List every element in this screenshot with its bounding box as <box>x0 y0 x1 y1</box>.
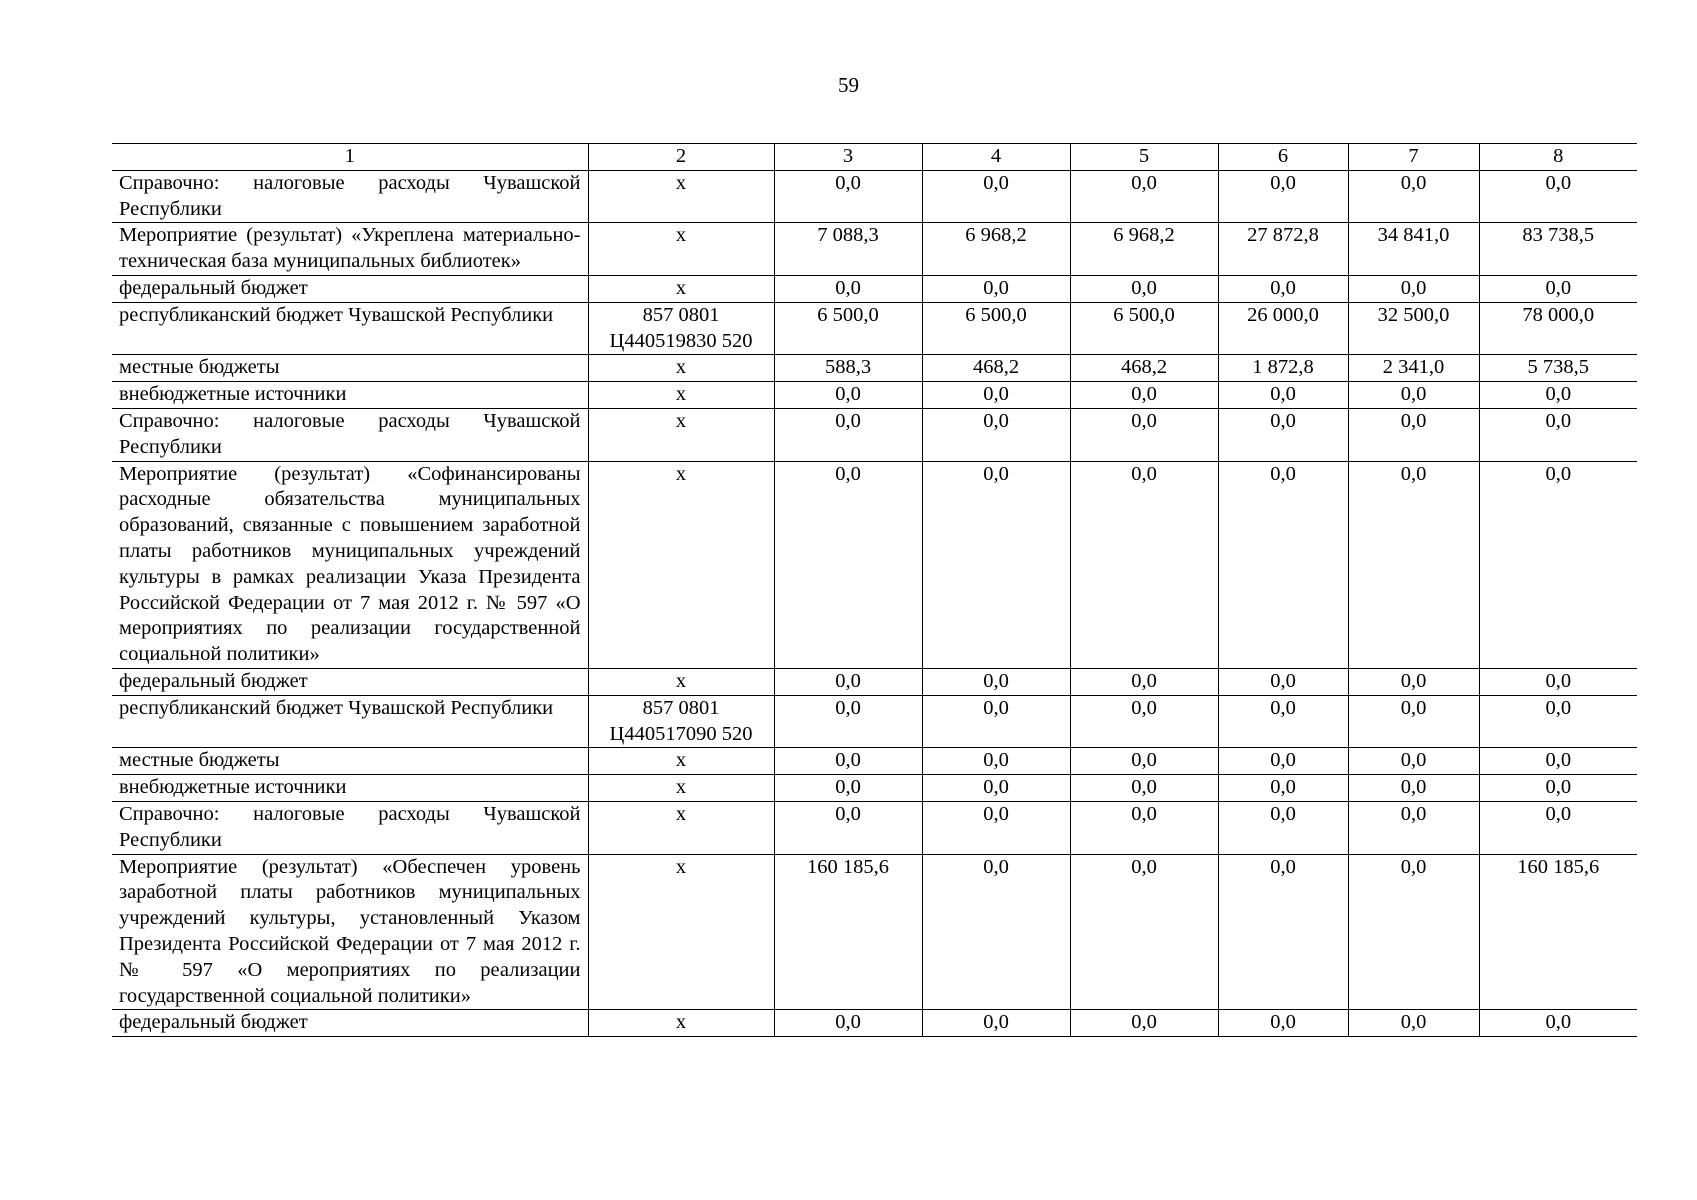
value-cell: 0,0 <box>774 1010 922 1037</box>
value-cell: 0,0 <box>774 382 922 409</box>
row-name-cell: внебюджетные источники <box>112 775 588 802</box>
budget-code-cell: 857 0801 Ц440517090 520 <box>588 695 774 748</box>
value-cell: 0,0 <box>1070 695 1218 748</box>
value-cell: 6 968,2 <box>922 223 1070 276</box>
budget-code-cell: х <box>588 223 774 276</box>
budget-code-cell: х <box>588 1010 774 1037</box>
value-cell: 0,0 <box>922 801 1070 854</box>
row-name-cell: местные бюджеты <box>112 748 588 775</box>
value-cell: 0,0 <box>1348 382 1479 409</box>
row-name-cell: Справочно: налоговые расходы Чувашской Республики <box>112 408 588 461</box>
value-cell: 160 185,6 <box>774 854 922 1010</box>
column-header: 3 <box>774 144 922 171</box>
value-cell: 0,0 <box>1218 775 1348 802</box>
column-header: 4 <box>922 144 1070 171</box>
table-row <box>112 302 1637 355</box>
value-cell: 78 000,0 <box>1479 302 1637 355</box>
budget-code-cell: х <box>588 408 774 461</box>
row-name-cell: Мероприятие (результат) «Укреплена материально-техническая база муниципальных библиотек» <box>112 223 588 276</box>
value-cell: 0,0 <box>1479 1010 1637 1037</box>
value-cell: 0,0 <box>1218 1010 1348 1037</box>
value-cell: 34 841,0 <box>1348 223 1479 276</box>
row-name-cell: республиканский бюджет Чувашской Республики <box>112 695 588 748</box>
value-cell: 588,3 <box>774 355 922 382</box>
value-cell: 0,0 <box>774 461 922 668</box>
column-header: 1 <box>112 144 588 171</box>
table-row <box>112 854 1637 1010</box>
table-row <box>112 275 1637 302</box>
value-cell: 468,2 <box>922 355 1070 382</box>
value-cell: 0,0 <box>1479 695 1637 748</box>
row-name-cell: Справочно: налоговые расходы Чувашской Республики <box>112 170 588 223</box>
value-cell: 0,0 <box>1070 748 1218 775</box>
value-cell: 160 185,6 <box>1479 854 1637 1010</box>
budget-code-cell: х <box>588 382 774 409</box>
value-cell: 468,2 <box>1070 355 1218 382</box>
value-cell: 0,0 <box>1348 668 1479 695</box>
value-cell: 0,0 <box>1218 382 1348 409</box>
table-header-row <box>112 144 1637 171</box>
value-cell: 0,0 <box>1479 408 1637 461</box>
value-cell: 6 500,0 <box>922 302 1070 355</box>
value-cell: 0,0 <box>1070 461 1218 668</box>
value-cell: 0,0 <box>1479 801 1637 854</box>
value-cell: 7 088,3 <box>774 223 922 276</box>
value-cell: 0,0 <box>1070 1010 1218 1037</box>
budget-code-cell: х <box>588 355 774 382</box>
value-cell: 0,0 <box>922 275 1070 302</box>
value-cell: 0,0 <box>922 408 1070 461</box>
value-cell: 32 500,0 <box>1348 302 1479 355</box>
value-cell: 0,0 <box>1218 668 1348 695</box>
value-cell: 0,0 <box>774 775 922 802</box>
value-cell: 0,0 <box>774 668 922 695</box>
value-cell: 0,0 <box>1479 382 1637 409</box>
value-cell: 0,0 <box>774 408 922 461</box>
value-cell: 0,0 <box>1070 408 1218 461</box>
budget-code-cell: х <box>588 801 774 854</box>
value-cell: 0,0 <box>1348 748 1479 775</box>
value-cell: 0,0 <box>1070 382 1218 409</box>
table-row <box>112 748 1637 775</box>
table-row <box>112 355 1637 382</box>
value-cell: 0,0 <box>1348 1010 1479 1037</box>
budget-code-cell: х <box>588 854 774 1010</box>
value-cell: 0,0 <box>1218 748 1348 775</box>
row-name-cell: Мероприятие (результат) «Обеспечен уровень заработной платы работников муниципальных учреждений культуры, установленный Указом Президента Российской Федерации от 7 мая 2012 г. № 597 «О мероприятиях по реализации государственной социальной политики» <box>112 854 588 1010</box>
value-cell: 0,0 <box>1218 695 1348 748</box>
value-cell: 0,0 <box>1348 170 1479 223</box>
value-cell: 6 500,0 <box>774 302 922 355</box>
table-row <box>112 382 1637 409</box>
value-cell: 0,0 <box>922 854 1070 1010</box>
value-cell: 0,0 <box>774 801 922 854</box>
row-name-cell: внебюджетные источники <box>112 382 588 409</box>
value-cell: 0,0 <box>922 775 1070 802</box>
value-cell: 0,0 <box>1348 801 1479 854</box>
row-name-cell: Мероприятие (результат) «Софинансированы расходные обязательства муниципальных образований, связанные с повышением заработной платы работников муниципальных учреждений культуры в рамках реализации Указа Президента Российской Федерации от 7 мая 2012 г. № 597 «О мероприятиях по реализации государственной социальной политики» <box>112 461 588 668</box>
value-cell: 0,0 <box>922 695 1070 748</box>
value-cell: 0,0 <box>1348 695 1479 748</box>
value-cell: 2 341,0 <box>1348 355 1479 382</box>
value-cell: 6 968,2 <box>1070 223 1218 276</box>
table-row <box>112 223 1637 276</box>
value-cell: 0,0 <box>1070 275 1218 302</box>
value-cell: 27 872,8 <box>1218 223 1348 276</box>
value-cell: 0,0 <box>1479 748 1637 775</box>
table-row <box>112 461 1637 668</box>
value-cell: 0,0 <box>1479 775 1637 802</box>
value-cell: 0,0 <box>1218 275 1348 302</box>
budget-code-cell: 857 0801 Ц440519830 520 <box>588 302 774 355</box>
row-name-cell: федеральный бюджет <box>112 1010 588 1037</box>
value-cell: 26 000,0 <box>1218 302 1348 355</box>
column-header: 6 <box>1218 144 1348 171</box>
value-cell: 0,0 <box>774 748 922 775</box>
budget-table <box>112 143 1637 1037</box>
value-cell: 0,0 <box>922 748 1070 775</box>
value-cell: 0,0 <box>1479 461 1637 668</box>
table-row <box>112 775 1637 802</box>
table-row <box>112 801 1637 854</box>
budget-code-cell: х <box>588 775 774 802</box>
value-cell: 6 500,0 <box>1070 302 1218 355</box>
page-number: 59 <box>838 73 859 97</box>
value-cell: 0,0 <box>922 461 1070 668</box>
budget-code-cell: х <box>588 748 774 775</box>
column-header: 7 <box>1348 144 1479 171</box>
budget-code-cell: х <box>588 461 774 668</box>
table-row <box>112 170 1637 223</box>
value-cell: 0,0 <box>1070 170 1218 223</box>
table-row <box>112 668 1637 695</box>
table-row <box>112 1010 1637 1037</box>
value-cell: 0,0 <box>1479 668 1637 695</box>
value-cell: 0,0 <box>922 382 1070 409</box>
value-cell: 83 738,5 <box>1479 223 1637 276</box>
value-cell: 0,0 <box>1348 461 1479 668</box>
value-cell: 0,0 <box>1070 854 1218 1010</box>
budget-code-cell: х <box>588 275 774 302</box>
value-cell: 0,0 <box>1348 775 1479 802</box>
value-cell: 0,0 <box>1070 775 1218 802</box>
value-cell: 5 738,5 <box>1479 355 1637 382</box>
value-cell: 0,0 <box>1479 170 1637 223</box>
column-header: 2 <box>588 144 774 171</box>
column-header: 8 <box>1479 144 1637 171</box>
value-cell: 0,0 <box>1348 854 1479 1010</box>
value-cell: 0,0 <box>1070 801 1218 854</box>
value-cell: 0,0 <box>774 695 922 748</box>
value-cell: 0,0 <box>1070 668 1218 695</box>
value-cell: 0,0 <box>922 668 1070 695</box>
row-name-cell: Справочно: налоговые расходы Чувашской Республики <box>112 801 588 854</box>
row-name-cell: республиканский бюджет Чувашской Республики <box>112 302 588 355</box>
budget-code-cell: х <box>588 668 774 695</box>
value-cell: 0,0 <box>1348 275 1479 302</box>
value-cell: 0,0 <box>1348 408 1479 461</box>
value-cell: 0,0 <box>1218 854 1348 1010</box>
column-header: 5 <box>1070 144 1218 171</box>
table-row <box>112 408 1637 461</box>
value-cell: 0,0 <box>1218 408 1348 461</box>
row-name-cell: федеральный бюджет <box>112 275 588 302</box>
value-cell: 0,0 <box>1479 275 1637 302</box>
value-cell: 0,0 <box>922 1010 1070 1037</box>
value-cell: 1 872,8 <box>1218 355 1348 382</box>
value-cell: 0,0 <box>774 170 922 223</box>
value-cell: 0,0 <box>1218 461 1348 668</box>
value-cell: 0,0 <box>774 275 922 302</box>
budget-code-cell: х <box>588 170 774 223</box>
row-name-cell: местные бюджеты <box>112 355 588 382</box>
row-name-cell: федеральный бюджет <box>112 668 588 695</box>
value-cell: 0,0 <box>1218 170 1348 223</box>
table-row <box>112 695 1637 748</box>
value-cell: 0,0 <box>1218 801 1348 854</box>
value-cell: 0,0 <box>922 170 1070 223</box>
